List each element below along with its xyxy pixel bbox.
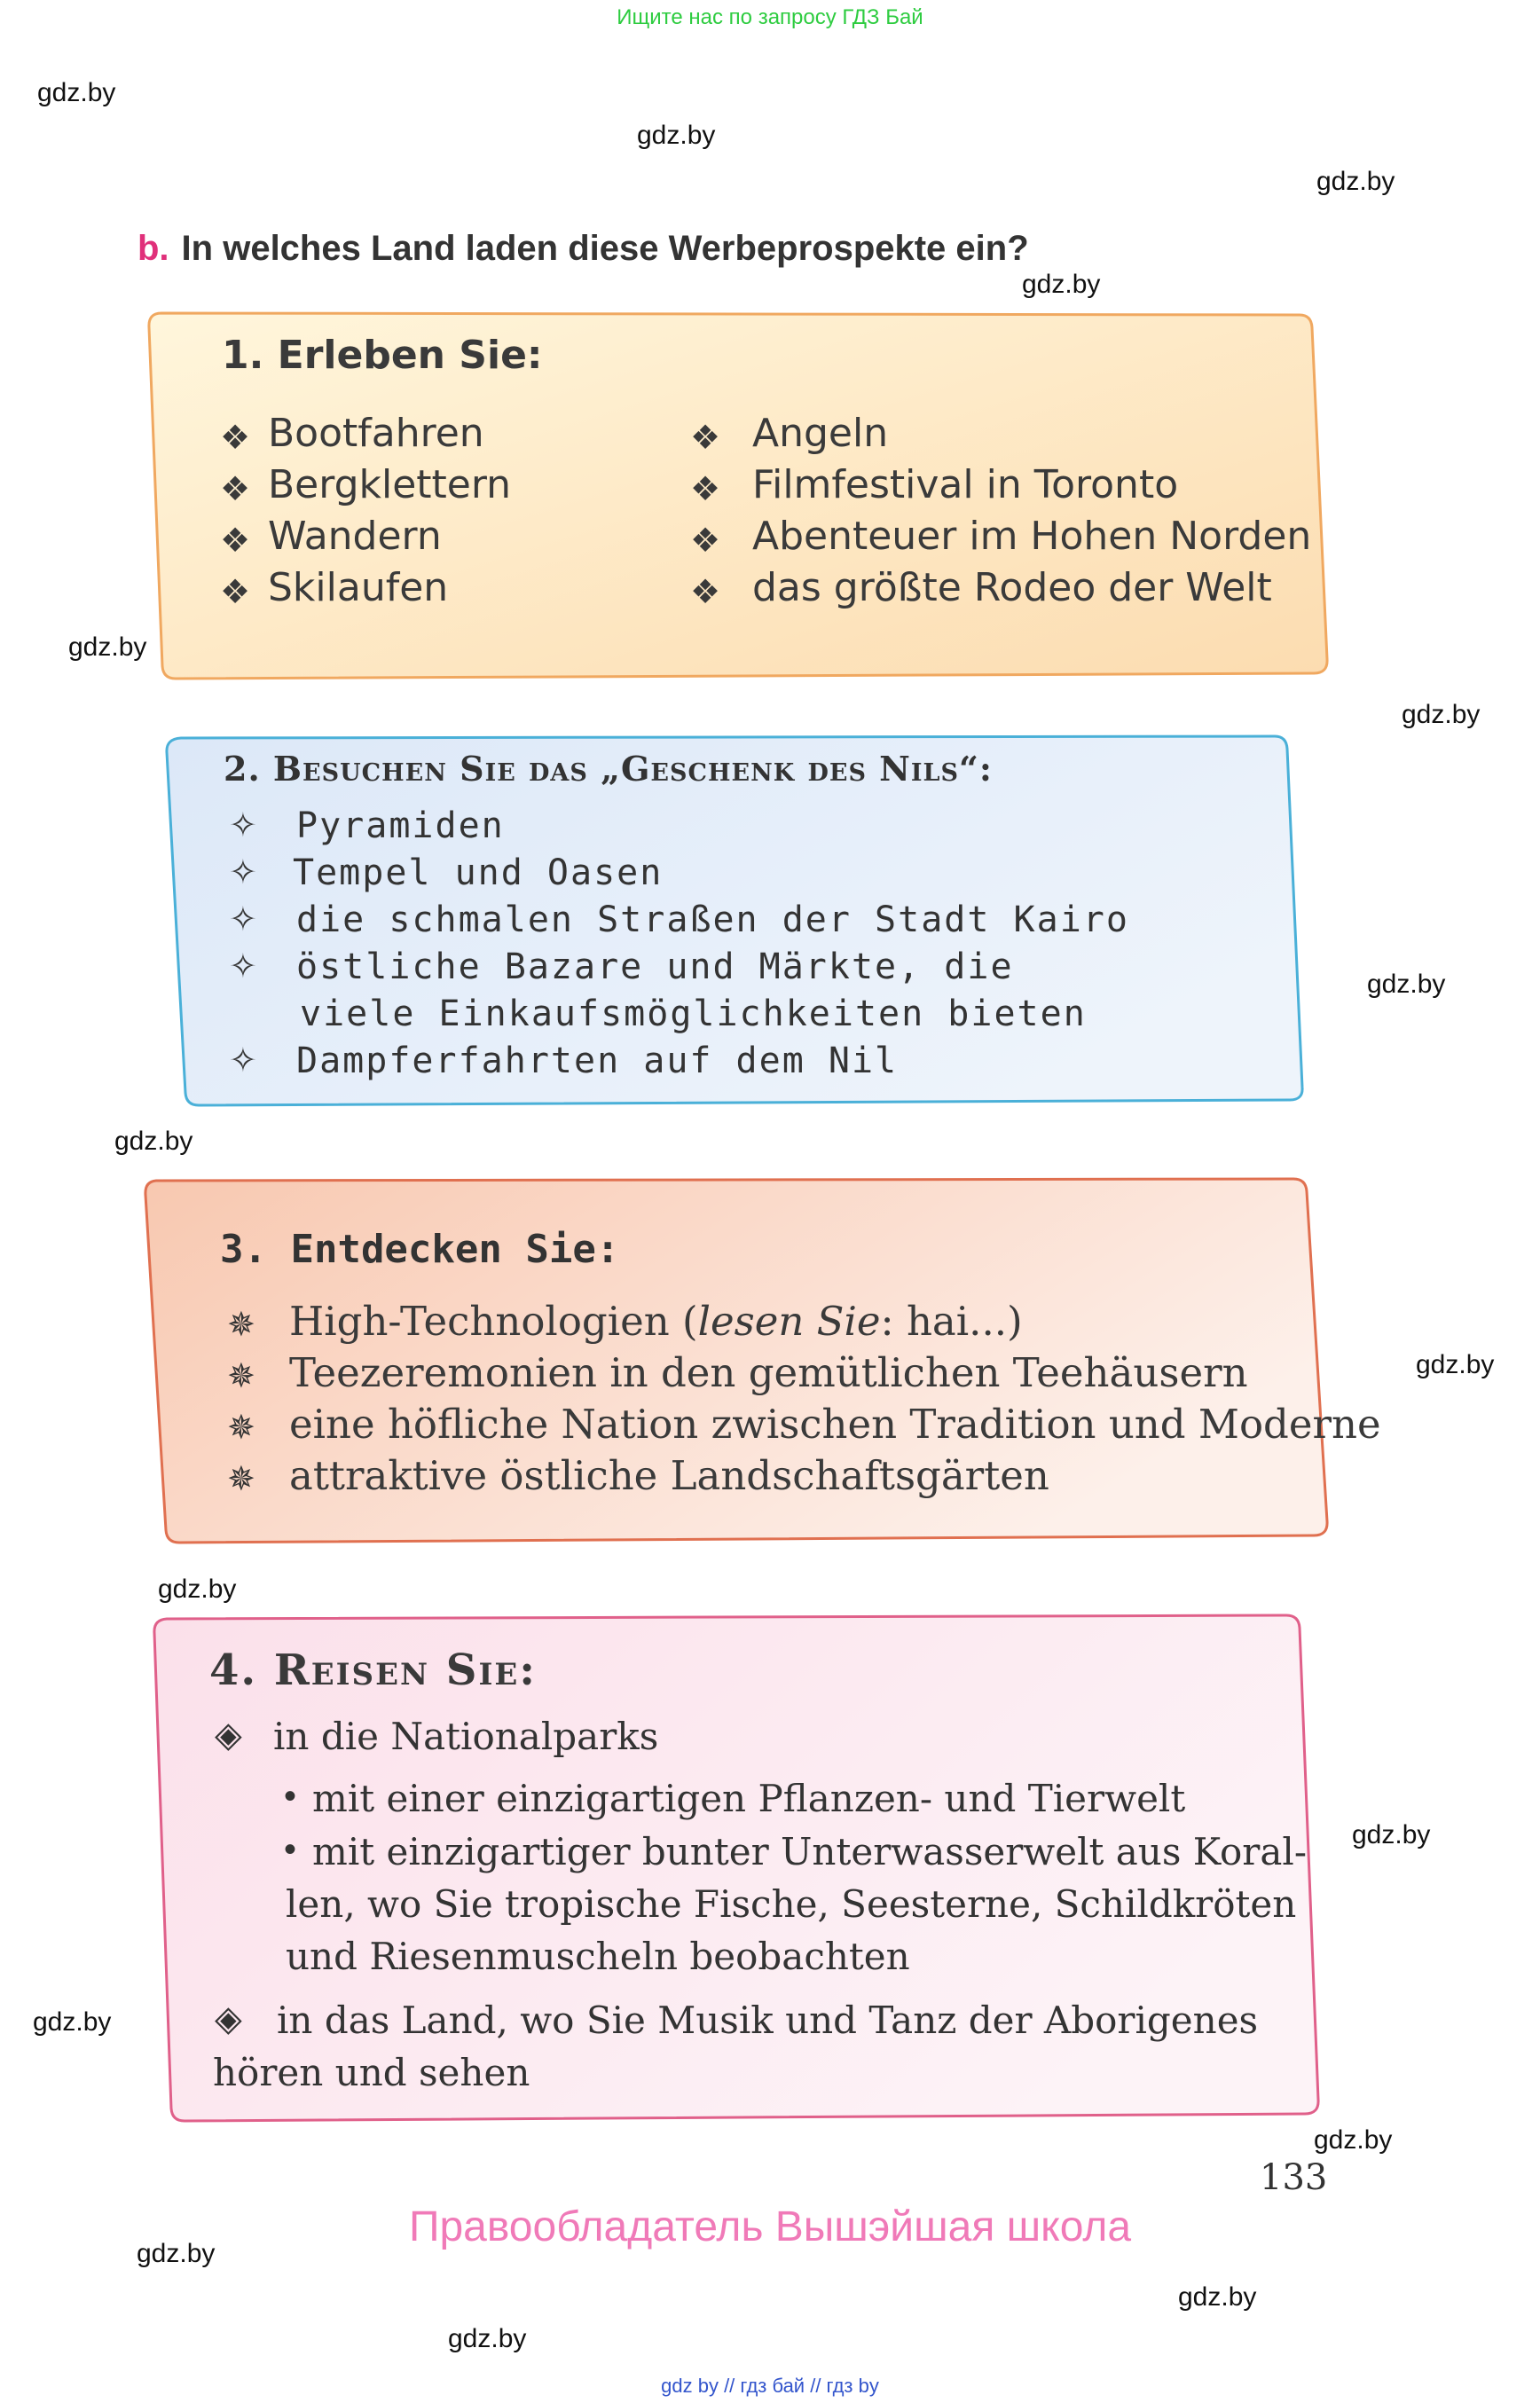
watermark: gdz.by [1402, 700, 1481, 729]
list-item: Abenteuer im Hohen Norden [752, 514, 1312, 559]
list-item: attraktive östliche Landschaftsgärten [289, 1452, 1049, 1499]
exercise-question [138, 229, 1029, 269]
diamond-bullet-icon: ❖ [220, 471, 251, 508]
brochure-card-4 [149, 1610, 1322, 2124]
list-item: die schmalen Straßen der Stadt Kairo [296, 899, 1129, 940]
asterisk-bullet-icon: ✵ [227, 1461, 255, 1498]
question-text: In welches Land laden diese Werbeprospekte ein? [181, 229, 1029, 268]
list-item: östliche Bazare und Märkte, die [296, 946, 1014, 987]
star-bullet-icon: ✧ [229, 901, 257, 938]
brochure-card-1 [142, 306, 1331, 683]
diamond-bullet-icon: ❖ [690, 574, 721, 611]
brochure-card-2 [161, 733, 1306, 1110]
list-item: eine höfliche Nation zwischen Tradition und Moderne [289, 1401, 1381, 1448]
copyright-notice: Правообладатель Вышэйшая школа [408, 2203, 1132, 2250]
sub-list-item: mit einer einzigartigen Pflanzen- und Tierwelt [312, 1777, 1186, 1820]
watermark: gdz.by [1316, 167, 1395, 196]
dot-bullet-icon: • [284, 1777, 297, 1816]
card-1-title: 1. Erleben Sie: [222, 333, 543, 378]
watermark: gdz.by [1022, 270, 1101, 299]
list-item: in die Nationalparks [273, 1715, 659, 1758]
watermark: gdz.by [1314, 2125, 1393, 2155]
star-bullet-icon: ✧ [229, 807, 257, 844]
footer-links[interactable]: gdz by // гдз бай // гдз by [661, 2375, 879, 2397]
watermark: gdz.by [37, 78, 116, 107]
watermark: gdz.by [1416, 1350, 1495, 1379]
list-item-emphasis: lesen Sie [697, 1298, 881, 1345]
top-banner: Ищите нас по запросу ГДЗ Бай [617, 5, 923, 29]
list-item-text: High-Technologien ( [289, 1298, 698, 1345]
list-item: in das Land, wo Sie Musik und Tanz der Aborigenes [277, 1999, 1259, 2042]
diamond-bullet-icon: ❖ [690, 420, 721, 457]
list-item: Skilaufen [268, 565, 449, 610]
sub-list-item: mit einzigartiger bunter Unterwasserwelt aus Koral- [312, 1830, 1308, 1873]
star-bullet-icon: ✧ [229, 948, 257, 986]
page-number: 133 [1260, 2157, 1328, 2198]
diamond-bullet-icon: ❖ [220, 522, 251, 560]
watermark: gdz.by [1367, 970, 1446, 999]
list-item-continuation: hören und sehen [213, 2051, 530, 2094]
watermark: gdz.by [33, 2007, 112, 2037]
list-item: Wandern [268, 514, 442, 559]
watermark: gdz.by [637, 121, 716, 150]
asterisk-bullet-icon: ✵ [227, 1307, 255, 1344]
asterisk-bullet-icon: ✵ [227, 1358, 255, 1395]
list-item: Bootfahren [268, 411, 484, 456]
diamond-bullet-icon: ◈ [215, 1999, 242, 2038]
star-bullet-icon: ✧ [229, 854, 257, 891]
list-item: Teezeremonien in den gemütlichen Teehäusern [289, 1349, 1248, 1396]
list-item: Filmfestival in Toronto [752, 462, 1179, 507]
list-item: Bergklettern [268, 462, 512, 507]
list-item-text: : hai...) [880, 1298, 1023, 1345]
diamond-bullet-icon: ◈ [215, 1716, 242, 1755]
diamond-bullet-icon: ❖ [220, 420, 251, 457]
list-item: das größte Rodeo der Welt [752, 565, 1272, 610]
list-item: Dampferfahrten auf dem Nil [296, 1041, 899, 1081]
card-2-title: 2. Besuchen Sie das „Geschenk des Nils“: [224, 749, 993, 789]
card-3-title: 3. Entdecken Sie: [220, 1227, 620, 1272]
diamond-bullet-icon: ❖ [220, 574, 251, 611]
watermark: gdz.by [68, 632, 147, 662]
watermark: gdz.by [1352, 1820, 1431, 1849]
list-item: Angeln [752, 411, 889, 456]
card-4-title: 4. Reisen Sie: [209, 1645, 537, 1695]
list-item-continuation: viele Einkaufsmöglichkeiten bieten [300, 993, 1087, 1034]
exercise-letter: b. [138, 229, 169, 268]
star-bullet-icon: ✧ [229, 1042, 257, 1080]
sub-list-item-continuation: und Riesenmuscheln beobachten [286, 1935, 910, 1978]
watermark: gdz.by [448, 2324, 527, 2353]
list-item [289, 1298, 1023, 1345]
diamond-bullet-icon: ❖ [690, 471, 721, 508]
list-item: Pyramiden [296, 805, 505, 846]
diamond-bullet-icon: ❖ [690, 522, 721, 560]
list-item: Tempel und Oasen [293, 852, 664, 893]
watermark: gdz.by [158, 1575, 237, 1604]
watermark: gdz.by [1178, 2282, 1257, 2312]
dot-bullet-icon: • [284, 1830, 297, 1869]
brochure-card-3 [140, 1174, 1381, 1546]
sub-list-item-continuation: len, wo Sie tropische Fische, Seesterne, Schildkröten [286, 1882, 1297, 1926]
asterisk-bullet-icon: ✵ [227, 1410, 255, 1447]
watermark: gdz.by [114, 1127, 193, 1156]
watermark: gdz.by [137, 2239, 216, 2268]
